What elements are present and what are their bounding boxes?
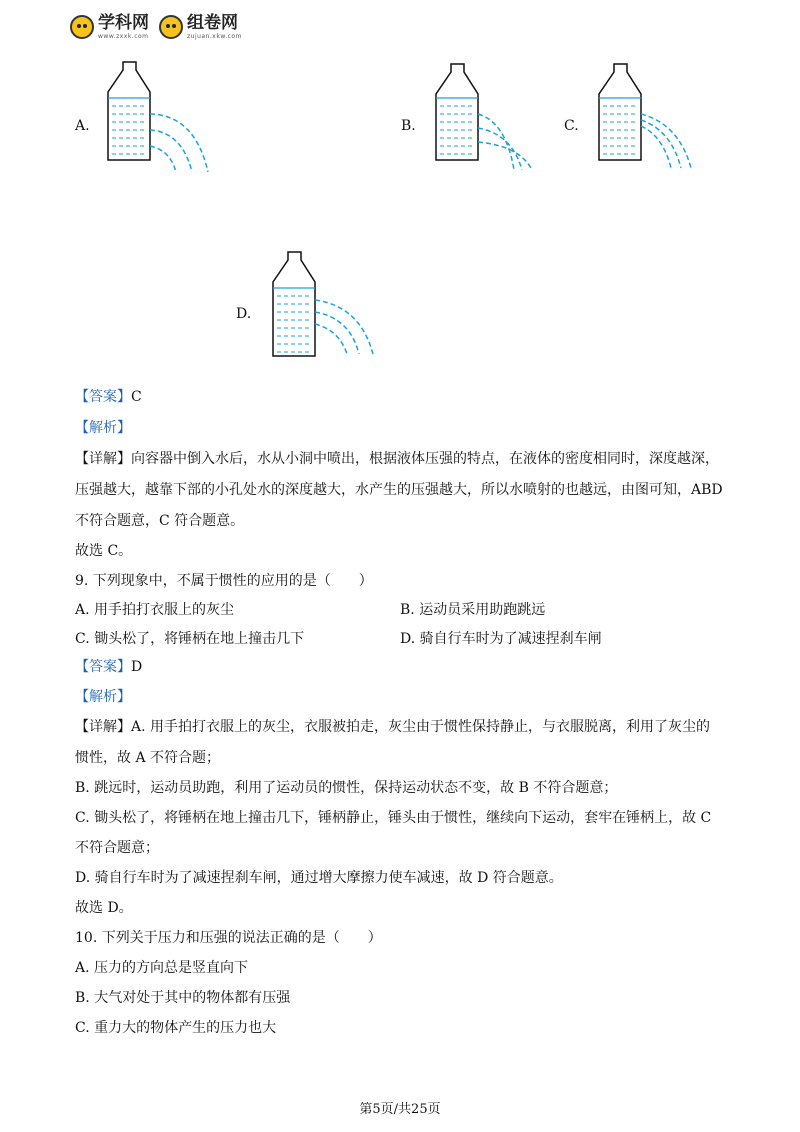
- analysis-tag: 【解析】: [75, 420, 131, 436]
- q8-analysis-line: [75, 417, 131, 437]
- q9-option-b: B. 运动员采用助跑跳远: [400, 602, 546, 618]
- smiley-logo-icon: [159, 15, 183, 39]
- figure-option-d-label: D.: [236, 306, 252, 322]
- figure-option-c-label: C.: [564, 118, 579, 134]
- answer-tag: 【答案】: [75, 659, 131, 675]
- q9-conclusion: 故选 D。: [75, 900, 133, 916]
- q8-detail-line-1: [75, 448, 719, 468]
- logo-zujuan-url: zujuan.xkw.com: [187, 32, 242, 40]
- q10-option-c: C. 重力大的物体产生的压力也大: [75, 1020, 277, 1036]
- q8-detail-text-1: 向容器中倒入水后，水从小洞中喷出，根据液体压强的特点，在液体的密度相同时，深度越深，: [131, 451, 719, 467]
- answer-tag: 【答案】: [75, 389, 131, 405]
- q9-detail-line-6: D. 骑自行车时为了减速捏刹车闸，通过增大摩擦力使车减速，故 D 符合题意。: [75, 870, 563, 886]
- figure-option-a-label: A.: [75, 118, 90, 134]
- bottle-figure-c: [591, 62, 711, 177]
- figure-option-b-label: B.: [401, 118, 416, 134]
- logo-zujuan-text: 组卷网: [187, 12, 238, 33]
- q9-detail-line-1: [75, 716, 710, 736]
- q9-analysis-line: [75, 686, 131, 706]
- q9-answer: D: [131, 659, 143, 675]
- logo-zxxk: [70, 12, 149, 40]
- bottle-figure-d: [265, 250, 385, 365]
- q9-detail-line-4: C. 锄头松了，将锤柄在地上撞击几下，锤柄静止，锤头由于惯性，继续向下运动，套牢在锤柄上，故 C: [75, 810, 712, 826]
- q8-answer-line: [75, 386, 142, 406]
- q10-stem: 10. 下列关于压力和压强的说法正确的是（ ）: [75, 930, 382, 946]
- page-number: 第5页/共25页: [359, 1102, 441, 1117]
- q8-detail-line-2: 压强越大，越靠下部的小孔处水的深度越大，水产生的压强越大，所以水喷射的也越远，由图可知，ABD: [75, 482, 723, 498]
- q10-option-a: A. 压力的方向总是竖直向下: [75, 960, 249, 976]
- smiley-logo-icon: [70, 15, 94, 39]
- logo-zujuan: [159, 12, 242, 40]
- q10-option-b: B. 大气对处于其中的物体都有压强: [75, 990, 291, 1006]
- q9-option-c: C. 锄头松了，将锤柄在地上撞击几下: [75, 631, 305, 647]
- q9-stem: 9. 下列现象中，不属于惯性的应用的是（ ）: [75, 573, 373, 589]
- q9-detail-text-1: A. 用手拍打衣服上的灰尘，衣服被拍走，灰尘由于惯性保持静止，与衣服脱离，利用了灰尘的: [131, 719, 711, 735]
- q8-detail-line-3: 不符合题意，C 符合题意。: [75, 513, 245, 529]
- q8-answer: C: [131, 389, 142, 405]
- detail-tag: 【详解】: [75, 451, 131, 467]
- analysis-tag: 【解析】: [75, 689, 131, 705]
- bottle-figure-b: [428, 62, 548, 177]
- q9-answer-line: [75, 656, 142, 676]
- bottle-figure-a: [100, 60, 220, 175]
- q9-detail-line-2: 惯性，故 A 不符合题；: [75, 750, 221, 766]
- q9-detail-line-5: 不符合题意；: [75, 840, 159, 856]
- q8-conclusion: 故选 C。: [75, 543, 133, 559]
- logo-zxxk-url: www.zxxk.com: [98, 32, 149, 40]
- q9-option-d: D. 骑自行车时为了减速捏刹车闸: [400, 631, 602, 647]
- q9-option-a: A. 用手拍打衣服上的灰尘: [75, 602, 235, 618]
- header-logos: [70, 12, 242, 42]
- logo-zxxk-text: 学科网: [98, 12, 149, 33]
- q9-detail-line-3: B. 跳远时，运动员助跑，利用了运动员的惯性，保持运动状态不变，故 B 不符合题意；: [75, 780, 618, 796]
- detail-tag: 【详解】: [75, 719, 131, 735]
